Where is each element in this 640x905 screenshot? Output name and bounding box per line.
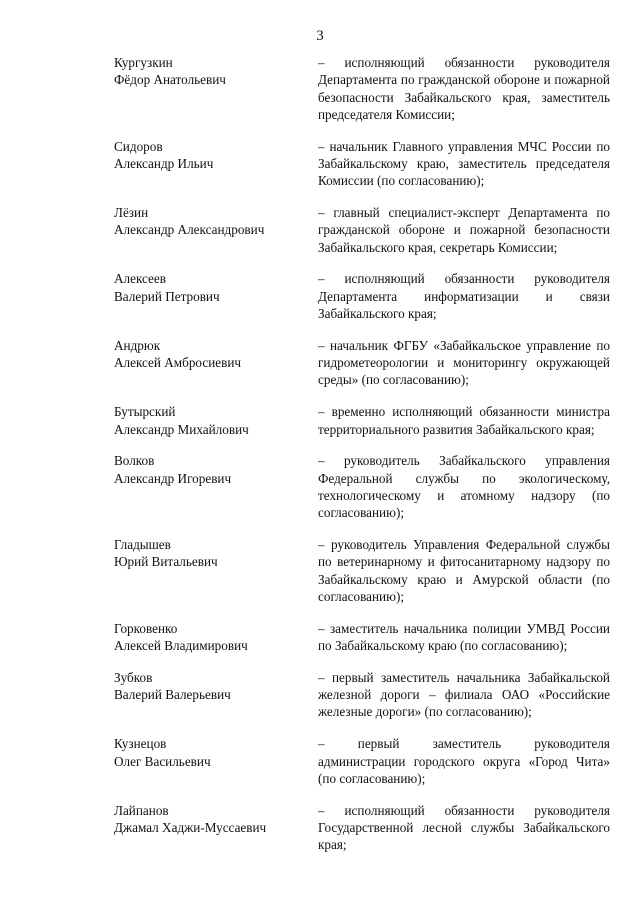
member-given-names: Юрий Витальевич [114,554,218,570]
member-given-names: Олег Васильевич [114,753,211,769]
member-role: – начальник Главного управления МЧС России по Забайкальскому краю, заместитель председателя Комиссии (по согласованию); [318,138,610,189]
member-role: – исполняющий обязанности руководителя Государственной лесной службы Забайкальского края; [318,802,610,853]
member-surname: Бутырский [114,404,176,420]
member-given-names: Валерий Валерьевич [114,687,231,703]
member-surname: Гладышев [114,537,171,553]
member-name [114,403,318,438]
member-role: – главный специалист-эксперт Департамента по гражданской обороне и пожарной безопасности Забайкальского края, секретарь Комиссии; [318,205,610,255]
member-entry [114,669,610,721]
member-given-names: Александр Ильич [114,155,214,171]
member-surname: Зубков [114,669,153,685]
member-given-names: Фёдор Анатольевич [114,72,226,88]
member-entry [114,337,610,389]
member-entry [114,620,610,655]
member-name [114,204,318,256]
member-entry [114,403,610,438]
member-name [114,54,318,123]
member-given-names: Валерий Петрович [114,288,220,304]
member-surname: Кургузкин [114,55,173,70]
member-role: – первый заместитель начальника Забайкальской железной дороги – филиала ОАО «Российские железные дороги» (по согласованию); [318,669,610,720]
member-role: – исполняющий обязанности руководителя Департамента информатизации и связи Забайкальского края; [318,271,610,322]
member-role: – заместитель начальника полиции УМВД России по Забайкальскому краю (по согласованию); [318,620,610,654]
member-name [114,452,318,521]
commission-member-list [114,54,610,868]
member-surname: Лёзин [114,205,149,221]
member-name [114,735,318,787]
member-entry [114,204,610,256]
member-surname: Андрюк [114,337,161,353]
member-entry [114,138,610,190]
member-given-names: Александр Александрович [114,222,265,238]
member-surname: Кузнецов [114,736,167,752]
member-name [114,337,318,389]
member-name [114,138,318,190]
member-role: – исполняющий обязанности руководителя Департамента по гражданской обороне и пожарной безопасности Забайкальского края, заместитель председателя Комиссии; [318,55,610,122]
member-role: – руководитель Забайкальского управления Федеральной службы по экологическому, технологическому и атомному надзору (по согласованию); [318,453,610,521]
member-name [114,620,318,655]
member-surname: Алексеев [114,271,166,287]
member-name [114,669,318,721]
member-name [114,802,318,854]
member-entry [114,802,610,854]
member-given-names: Алексей Амбросиевич [114,355,242,371]
member-name [114,270,318,322]
member-given-names: Александр Михайлович [114,421,249,437]
member-entry [114,452,610,521]
member-given-names: Джамал Хаджи-Муссаевич [114,819,267,835]
member-surname: Лайпанов [114,802,169,818]
member-name [114,536,318,605]
member-surname: Сидоров [114,138,163,154]
member-entry [114,536,610,605]
member-given-names: Александр Игоревич [114,470,232,486]
member-role: – временно исполняющий обязанности министра территориального развития Забайкальского края; [318,404,610,437]
member-entry [114,54,610,123]
member-entry [114,735,610,787]
member-surname: Волков [114,453,155,469]
member-surname: Горковенко [114,620,178,636]
member-entry [114,270,610,322]
member-role: – первый заместитель руководителя администрации городского округа «Город Чита» (по согласованию); [318,736,610,786]
member-role: – руководитель Управления Федеральной службы по ветеринарному и фитосанитарному надзору по Забайкальскому краю и Амурской области (по согласованию); [318,537,610,604]
page-number: 3 [316,28,324,44]
member-given-names: Алексей Владимирович [114,638,248,654]
member-role: – начальник ФГБУ «Забайкальское управление по гидрометеорологии и мониторингу окружающей среды» (по согласованию); [318,337,610,388]
